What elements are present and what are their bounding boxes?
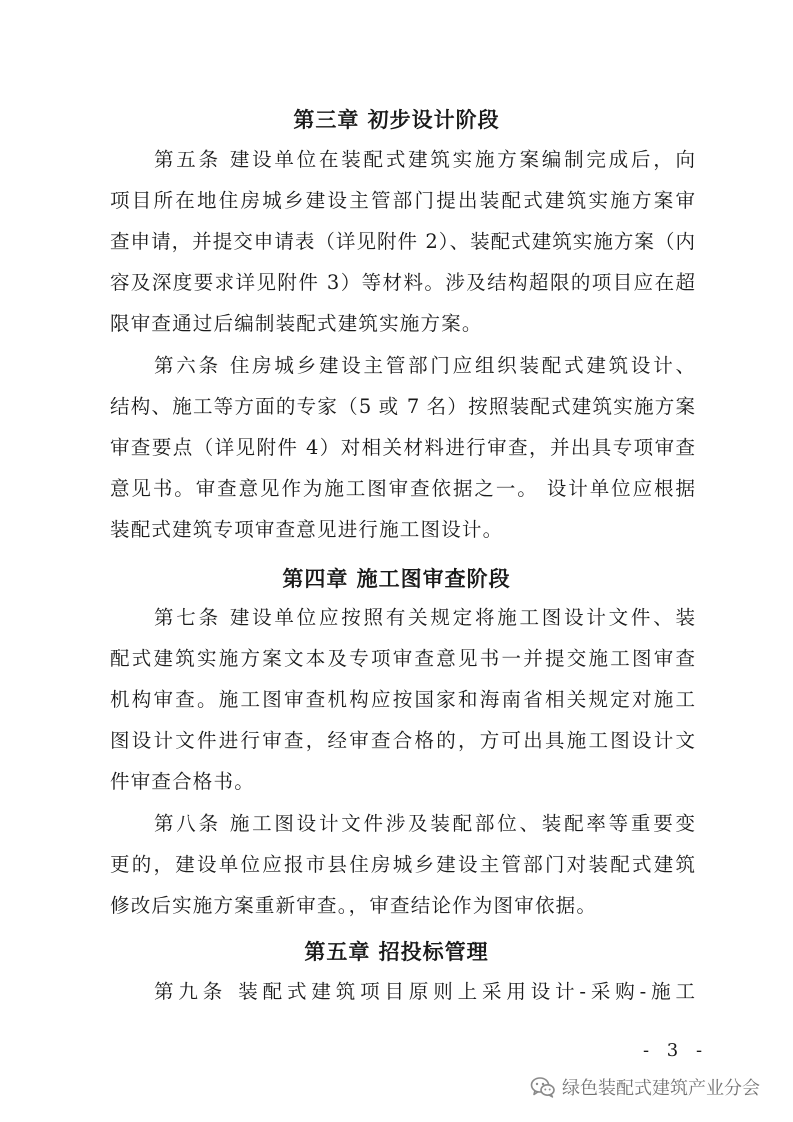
article-7-line-2: 配式建筑实施方案文本及专项审查意见书一并提交施工图审查 <box>110 647 695 670</box>
article-7-line-5: 件审查合格书。 <box>110 770 255 793</box>
article-5-line-3: 查申请，并提交申请表（详见附件 2）、装配式建筑实施方案（内 <box>110 230 695 253</box>
article-5-line-2: 项目所在地住房城乡建设主管部门提出装配式建筑实施方案审 <box>110 189 695 212</box>
article-7-line-1: 第七条 建设单位应按照有关规定将施工图设计文件、装 <box>154 606 695 629</box>
article-5-line-5: 限审查通过后编制装配式建筑实施方案。 <box>110 312 483 335</box>
article-6-line-3: 审查要点（详见附件 4）对相关材料进行审查，并出具专项审查 <box>110 436 695 459</box>
watermark-text: 绿色装配式建筑产业分会 <box>562 1078 760 1099</box>
watermark <box>530 1074 760 1100</box>
article-7-line-4: 图设计文件进行审查，经审查合格的，方可出具施工图设计文 <box>110 729 695 752</box>
chapter-4-title: 第四章 施工图审查阶段 <box>282 566 511 591</box>
article-5-line-1: 第五条 建设单位在装配式建筑实施方案编制完成后，向 <box>154 148 695 171</box>
article-6-line-2: 结构、施工等方面的专家（5 或 7 名）按照装配式建筑实施方案 <box>110 395 695 418</box>
article-9-line-1: 第九条 装配式建筑项目原则上采用设计-采购-施工 <box>154 980 695 1003</box>
article-8-line-3: 修改后实施方案重新审查。，审查结论作为图审依据。 <box>110 894 598 917</box>
page-number: - 3 - <box>643 1040 709 1061</box>
article-8-line-2: 更的，建设单位应报市县住房城乡建设主管部门对装配式建筑 <box>110 853 695 876</box>
article-6-line-4: 意见书。审查意见作为施工图审查依据之一。 设计单位应根据 <box>110 477 695 500</box>
chapter-3-title: 第三章 初步设计阶段 <box>293 107 500 132</box>
article-7-line-3: 机构审查。施工图审查机构应按国家和海南省相关规定对施工 <box>110 688 695 711</box>
wechat-icon <box>530 1076 556 1098</box>
article-6-line-1: 第六条 住房城乡建设主管部门应组织装配式建筑设计、 <box>154 354 695 377</box>
article-6-line-5: 装配式建筑专项审查意见进行施工图设计。 <box>110 518 504 541</box>
chapter-5-title: 第五章 招投标管理 <box>304 939 489 964</box>
article-5-line-4: 容及深度要求详见附件 3）等材料。涉及结构超限的项目应在超 <box>110 271 695 294</box>
article-8-line-1: 第八条 施工图设计文件涉及装配部位、装配率等重要变 <box>154 812 695 835</box>
